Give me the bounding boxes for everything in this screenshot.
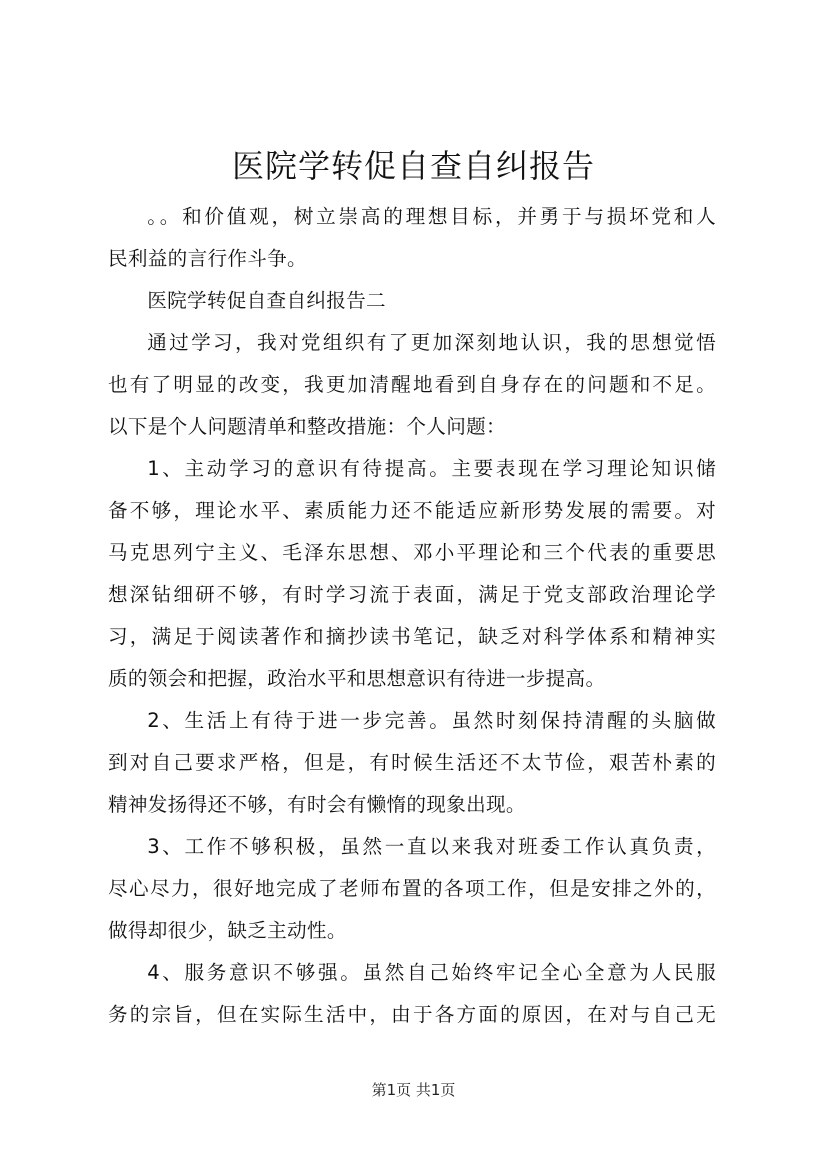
document-body <box>108 196 716 1036</box>
text-line: 务的宗旨，但在实际生活中，由于各方面的原因，在对与自己无 <box>108 1003 716 1026</box>
text-line: 想深钻细研不够，有时学习流于表面，满足于党支部政治理论学 <box>108 583 716 606</box>
text-line: 备不够，理论水平、素质能力还不能适应新形势发展的需要。对 <box>108 499 716 522</box>
text-line: 质的领会和把握，政治水平和思想意识有待进一步提高。 <box>108 667 606 690</box>
paragraph <box>108 196 716 280</box>
text-line: 习，满足于阅读著作和摘抄读书笔记，缺乏对科学体系和精神实 <box>108 625 716 648</box>
paragraph <box>108 322 716 448</box>
text-line: 尽心尽力，很好地完成了老师布置的各项工作，但是安排之外的， <box>108 877 716 900</box>
text-line: 以下是个人问题清单和整改措施：个人问题： <box>108 415 506 438</box>
section-heading <box>108 280 716 322</box>
text-line: 3、工作不够积极，虽然一直以来我对班委工作认真负责， <box>147 835 716 858</box>
text-line: 1、主动学习的意识有待提高。主要表现在学习理论知识储 <box>147 457 716 480</box>
paragraph <box>108 952 716 1036</box>
text-line: 通过学习，我对党组织有了更加深刻地认识，我的思想觉悟 <box>147 331 716 354</box>
paragraph <box>108 448 716 700</box>
document-title: 医院学转促自查自纠报告 <box>231 147 595 185</box>
page-footer: 第1页 共1页 <box>371 1081 456 1099</box>
text-line: 马克思列宁主义、毛泽东思想、邓小平理论和三个代表的重要思 <box>108 541 716 564</box>
text-line: 2、生活上有待于进一步完善。虽然时刻保持清醒的头脑做 <box>147 709 716 732</box>
text-line: 医院学转促自查自纠报告二 <box>147 289 386 312</box>
paragraph <box>108 700 716 826</box>
text-line: 。。和价值观，树立崇高的理想目标，并勇于与损坏党和人 <box>147 205 716 228</box>
text-line: 精神发扬得还不够，有时会有懒惰的现象出现。 <box>108 793 526 816</box>
text-line: 4、服务意识不够强。虽然自己始终牢记全心全意为人民服 <box>147 961 716 984</box>
text-line: 做得却很少，缺乏主动性。 <box>108 919 347 942</box>
text-line: 也有了明显的改变，我更加清醒地看到自身存在的问题和不足。 <box>108 373 716 396</box>
text-line: 到对自己要求严格，但是，有时候生活还不太节俭，艰苦朴素的 <box>108 751 716 774</box>
paragraph <box>108 826 716 952</box>
text-line: 民利益的言行作斗争。 <box>108 247 307 270</box>
